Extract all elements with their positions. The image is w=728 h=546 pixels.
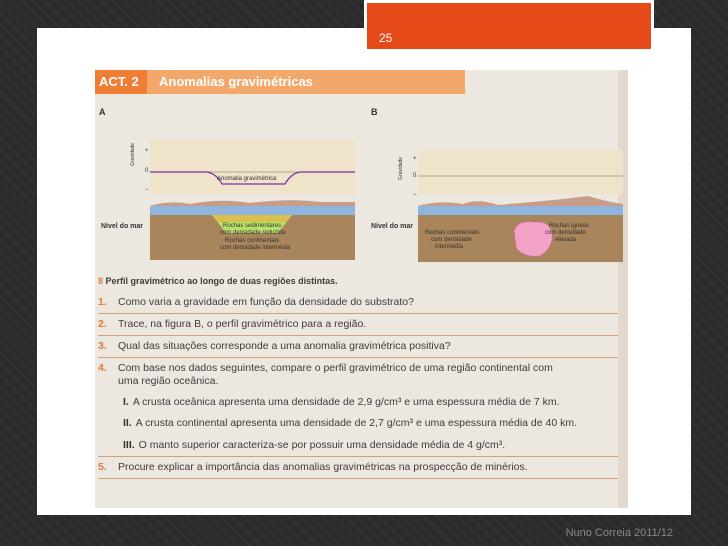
panel-b-minus: − — [413, 192, 417, 198]
question-4-continued: uma região oceânica. — [118, 375, 219, 387]
divider — [98, 478, 618, 479]
figure-caption-text: Perfil gravimétrico ao longo de duas regiões distintas. — [105, 276, 338, 286]
question-number: 1. — [98, 296, 107, 308]
subitem-roman: II. — [123, 417, 132, 429]
panel-b-continental-label-3: intermédia — [435, 244, 464, 250]
act-title: Anomalias gravimétricas — [159, 74, 313, 89]
question-number: 4. — [98, 362, 107, 374]
panel-a-water — [150, 206, 355, 215]
panel-a-sea-level-label: Nível do mar — [101, 223, 144, 230]
panel-b-water — [418, 206, 623, 215]
panel-b-igneous-label-3: elevada — [555, 237, 577, 243]
panel-b-axis-label: Gravidade — [398, 156, 404, 180]
panel-a-continental-label-1: Rochas continentais — [225, 238, 280, 244]
question-5 — [98, 461, 528, 474]
subitem-roman: III. — [123, 439, 135, 451]
scanned-page — [95, 70, 628, 508]
question-number: 3. — [98, 340, 107, 352]
divider — [98, 313, 618, 314]
question-text: Com base nos dados seguintes, compare o perfil gravimétrico de uma região continental com — [118, 362, 553, 374]
page-number-badge — [364, 0, 654, 52]
panel-a-sediment-top — [212, 215, 292, 222]
panel-b-continental-label-1: Rochas continentais — [425, 230, 480, 236]
act-label: ACT. 2 — [95, 70, 147, 94]
panel-b-zero: 0 — [413, 173, 417, 179]
panel-b-igneous-label-2: com densidade — [545, 230, 586, 236]
panel-b-igneous-label-1: Rochas ígneas — [549, 223, 590, 229]
question-text: Como varia a gravidade em função da densidade do substrato? — [118, 296, 414, 308]
panel-a-gravity-box — [150, 140, 355, 194]
question-number: 5. — [98, 461, 107, 473]
subitem-3 — [123, 439, 505, 451]
panel-a-sediment-label-2: com densidade reduzida — [220, 230, 286, 236]
figure-caption-number: 8 — [98, 276, 104, 286]
question-4 — [98, 362, 553, 375]
figure-caption — [98, 276, 338, 286]
slide-footer: Nuno Correia 2011/12 — [565, 527, 673, 539]
panel-a-anomaly-label: Anomalia gravimétrica — [217, 176, 277, 182]
divider — [98, 456, 618, 457]
subitem-text: A crusta continental apresenta uma densidade de 2,7 g/cm³ e uma espessura média de 40 km. — [135, 417, 578, 429]
subitem-1 — [123, 396, 560, 408]
question-2 — [98, 318, 366, 331]
subitem-text: A crusta oceânica apresenta uma densidade de 2,9 g/cm³ e uma espessura média de 7 km. — [132, 396, 560, 408]
panel-a-axis-label: Gravidade — [130, 142, 136, 166]
panel-a-continental-label-2: com densidade intermédia — [220, 245, 291, 251]
panel-a-zero: 0 — [145, 168, 149, 174]
panel-b-plus: + — [413, 156, 417, 162]
panel-b-igneous-body — [514, 222, 552, 257]
panel-b-gravity-box — [418, 150, 623, 194]
question-text: Trace, na figura B, o perfil gravimétrico para a região. — [118, 318, 367, 330]
subitem-text: O manto superior caracteriza-se por possuir uma densidade média de 4 g/cm³. — [138, 439, 506, 451]
panel-a-plus: + — [145, 148, 149, 154]
question-number: 2. — [98, 318, 107, 330]
page-number: 25 — [379, 31, 393, 45]
panel-a-sediment-label-1: Rochas sedimentares — [223, 223, 282, 229]
question-1 — [98, 296, 414, 309]
panel-a-letter: A — [99, 107, 106, 117]
act-header — [95, 70, 465, 94]
subitem-2 — [123, 417, 577, 429]
question-text: Procure explicar a importância das anomalias gravimétricas na prospecção de minérios. — [118, 461, 528, 473]
panel-b-continental-label-2: com densidade — [431, 237, 472, 243]
subitem-roman: I. — [123, 396, 129, 408]
divider — [98, 357, 618, 358]
question-3 — [98, 340, 451, 353]
divider — [98, 335, 618, 336]
panel-b-letter: B — [371, 107, 378, 117]
panel-a-minus: − — [145, 187, 149, 193]
question-text: Qual das situações corresponde a uma anomalia gravimétrica positiva? — [118, 340, 451, 352]
panel-b-sea-level-label: Nível do mar — [371, 223, 414, 230]
